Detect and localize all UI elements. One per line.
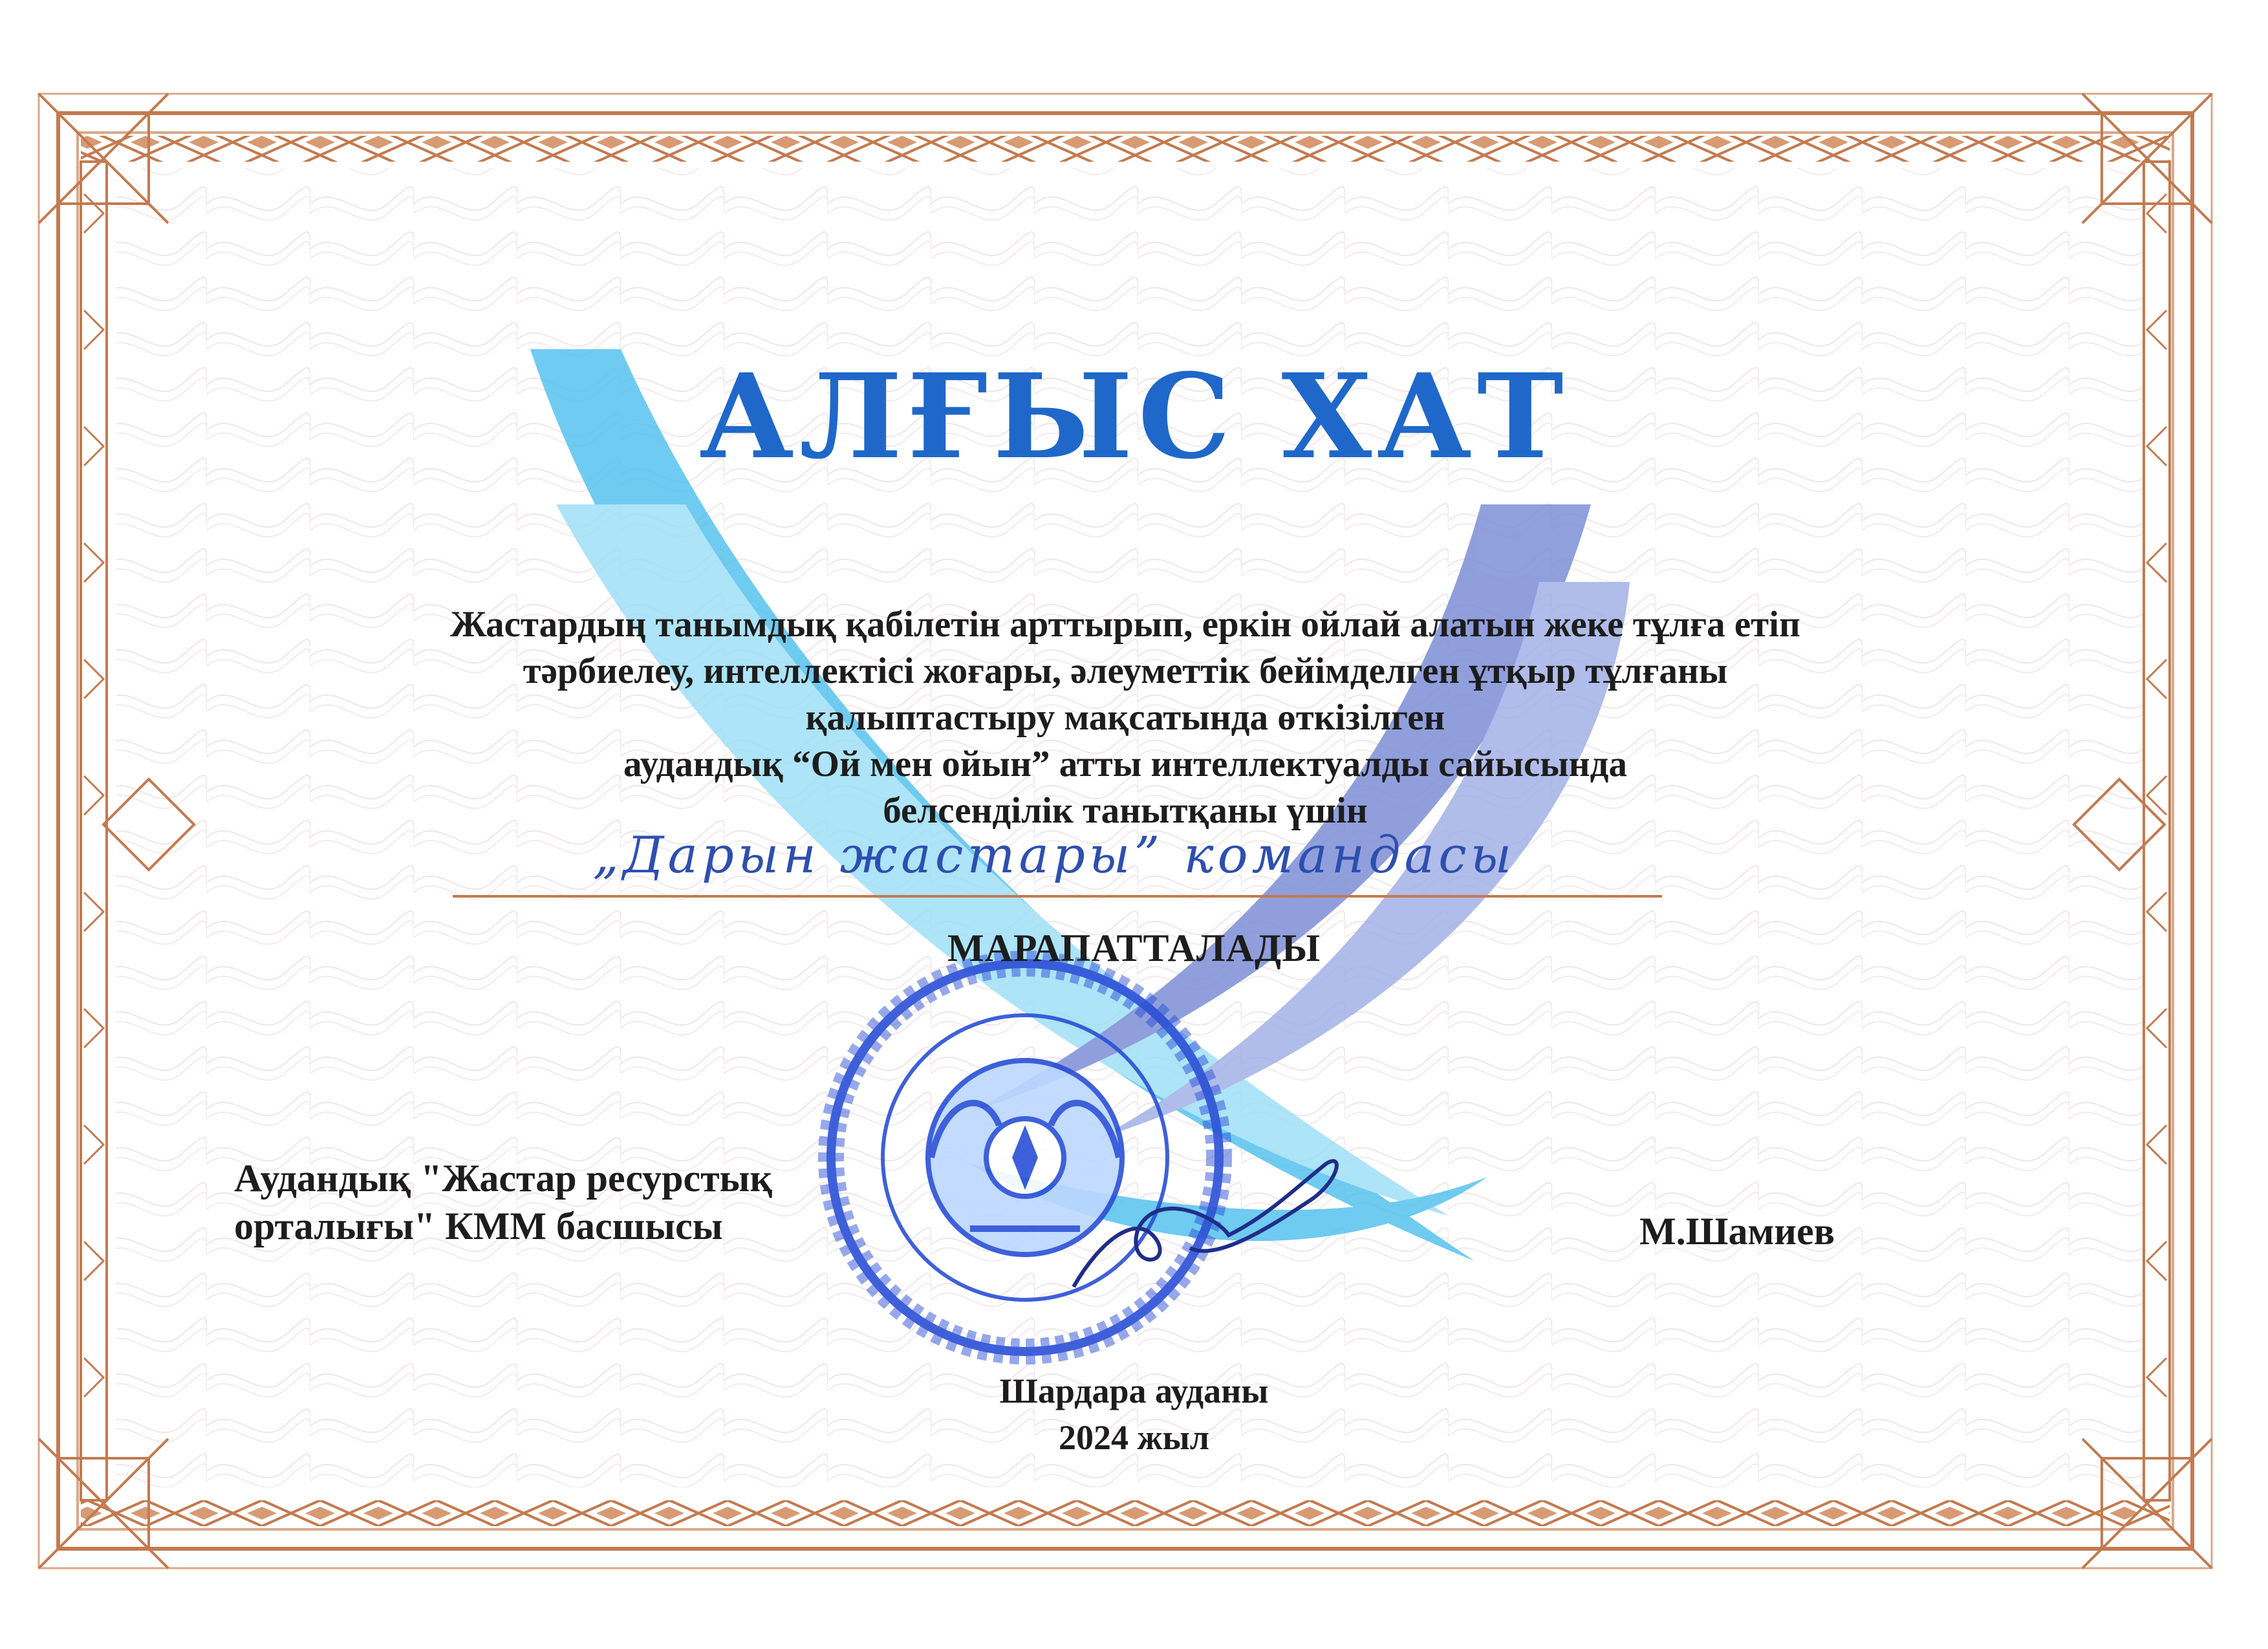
body-line: тәрбиелеу, интеллектісі жоғары, әлеуметтік бейімделген ұтқыр тұлғаны — [523, 651, 1728, 691]
place-and-year — [0, 1368, 2268, 1461]
year: 2024 жыл — [1058, 1418, 1210, 1457]
border-band-bottom — [81, 1500, 2170, 1526]
signer-title-line: орталығы" КММ басшысы — [234, 1205, 723, 1247]
body-line: белсенділік танытқаны үшін — [883, 790, 1368, 831]
body-line: аудандық “Ой мен ойын” атты интеллектуалды сайысында — [623, 744, 1627, 784]
body-line: Жастардың танымдық қабілетін арттырып, еркін ойлай алатын жеке тұлға етіп — [450, 604, 1800, 645]
signer-title-line: Аудандық "Жастар ресурстық — [234, 1157, 773, 1200]
certificate-body — [272, 601, 1979, 834]
signer-title — [234, 1154, 913, 1250]
body-line: қалыптастыру мақсатында өткізілген — [805, 697, 1445, 738]
certificate-title: АЛҒЫС ХАТ — [699, 349, 1569, 485]
place-name: Шардара ауданы — [999, 1372, 1269, 1410]
signer-name: М.Шамиев — [1639, 1210, 1835, 1253]
award-word: МАРАПАТТАЛАДЫ — [947, 927, 1321, 969]
border-band-top — [81, 136, 2170, 162]
recipient-handwritten: „Дарын жастары” командасы — [592, 826, 1516, 885]
